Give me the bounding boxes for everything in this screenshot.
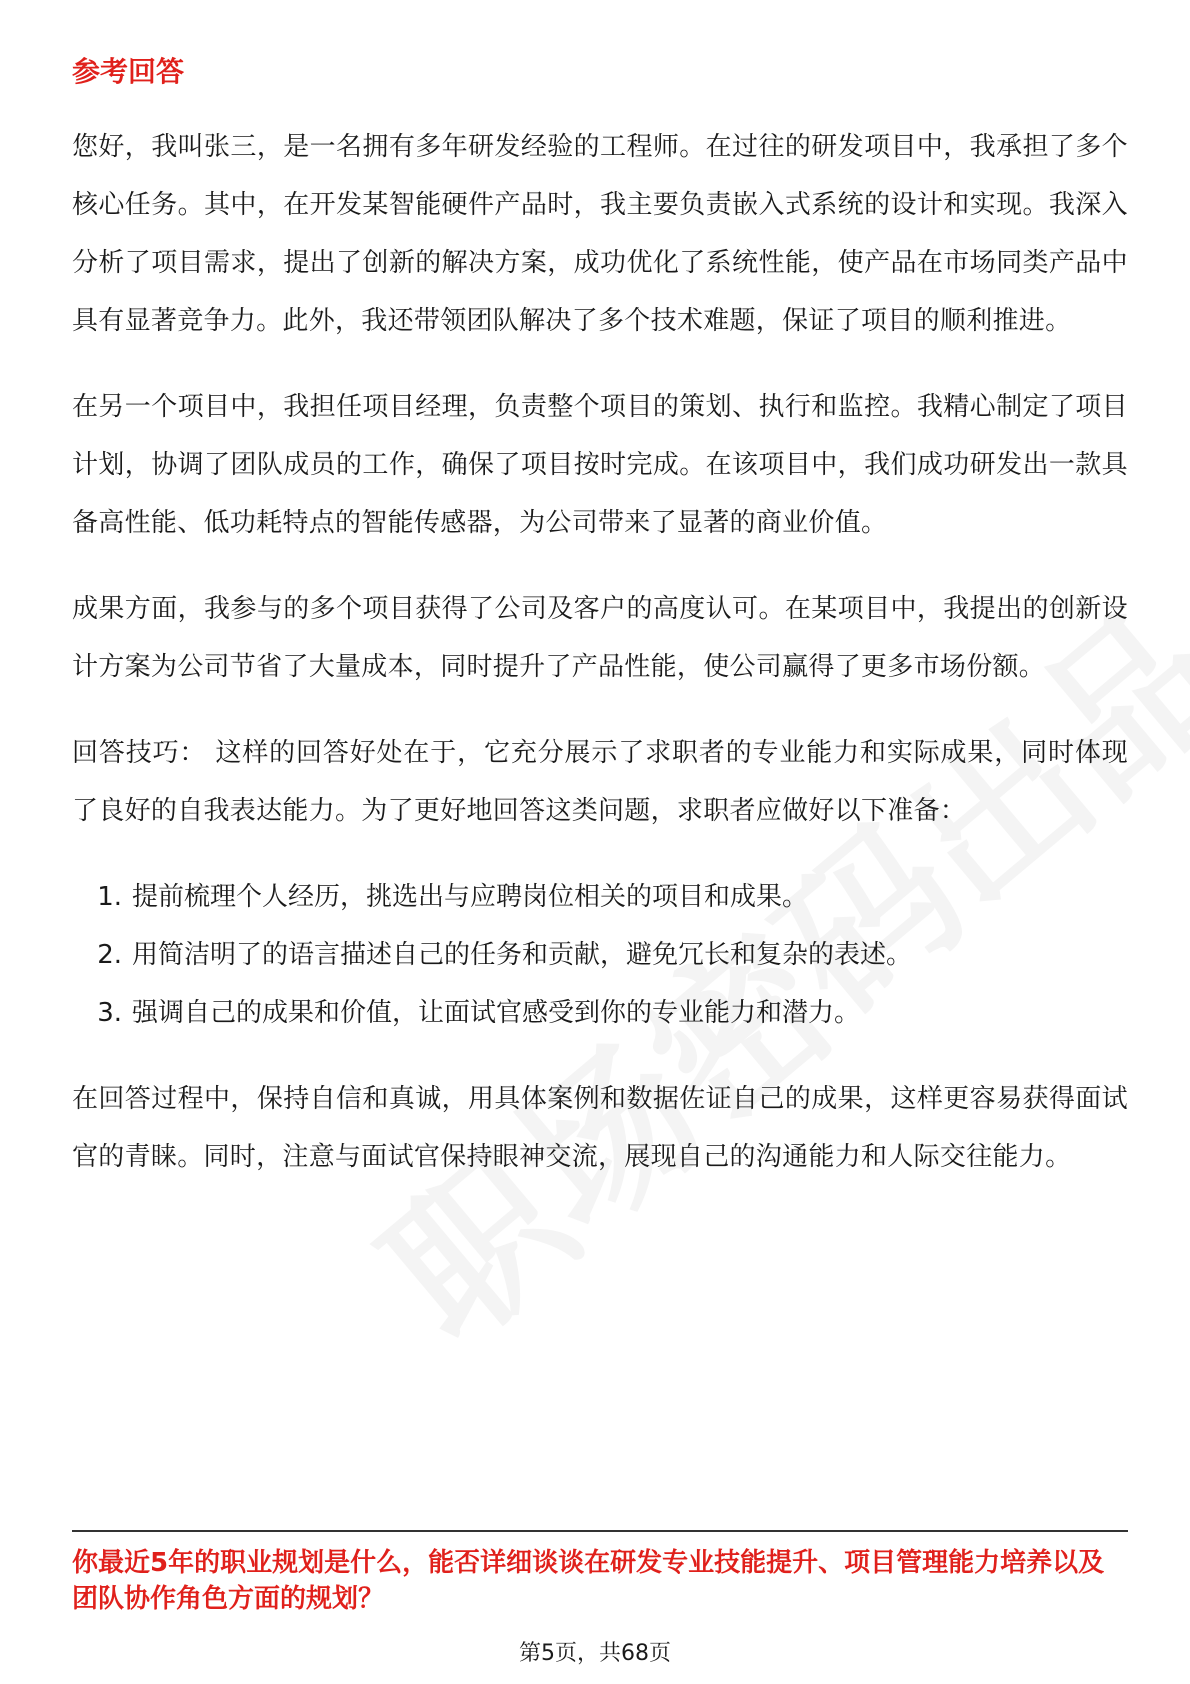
list-item-number: 2.	[97, 940, 122, 970]
closing-paragraph: 在回答过程中，保持自信和真诚，用具体案例和数据佐证自己的成果，这样更容易获得面试官的青睐。同时，注意与面试官保持眼神交流，展现自己的沟通能力和人际交往能力。	[72, 1084, 1128, 1172]
answer-paragraph-2: 在另一个项目中，我担任项目经理，负责整个项目的策划、执行和监控。我精心制定了项目计划，协调了团队成员的工作，确保了项目按时完成。在该项目中，我们成功研发出一款具备高性能、低功耗特点的智能传感器，为公司带来了显著的商业价值。	[72, 392, 1128, 538]
list-item-number: 1.	[97, 882, 122, 912]
list-item-number: 3.	[97, 998, 122, 1028]
answer-paragraph-1: 您好，我叫张三，是一名拥有多年研发经验的工程师。在过往的研发项目中，我承担了多个核心任务。其中，在开发某智能硬件产品时，我主要负责嵌入式系统的设计和实现。我深入分析了项目需求，提出了创新的解决方案，成功优化了系统性能，使产品在市场同类产品中具有显著竞争力。此外，我还带领团队解决了多个技术难题，保证了项目的顺利推进。	[72, 132, 1128, 336]
answer-paragraph-3: 成果方面，我参与的多个项目获得了公司及客户的高度认可。在某项目中，我提出的创新设计方案为公司节省了大量成本，同时提升了产品性能，使公司赢得了更多市场份额。	[72, 594, 1128, 682]
section-divider	[72, 1530, 1128, 1532]
list-item-text: 用简洁明了的语言描述自己的任务和贡献，避免冗长和复杂的表述。	[132, 940, 913, 970]
list-item-text: 提前梳理个人经历，挑选出与应聘岗位相关的项目和成果。	[132, 882, 809, 912]
tips-paragraph: 回答技巧： 这样的回答好处在于，它充分展示了求职者的专业能力和实际成果，同时体现了良好的自我表达能力。为了更好地回答这类问题，求职者应做好以下准备：	[72, 738, 1128, 826]
list-item	[72, 868, 1128, 926]
next-question-heading: 你最近5年的职业规划是什么，能否详细谈谈在研发专业技能提升、项目管理能力培养以及团队协作角色方面的规划？	[72, 1548, 1105, 1614]
list-item	[72, 984, 1128, 1042]
list-item-text: 强调自己的成果和价值，让面试官感受到你的专业能力和潜力。	[132, 998, 861, 1028]
section-heading: 参考回答	[72, 55, 185, 88]
answer-content	[72, 118, 1128, 1214]
page-number-footer: 第5页，共68页	[519, 1641, 671, 1666]
tips-list	[72, 868, 1128, 1042]
list-item	[72, 926, 1128, 984]
